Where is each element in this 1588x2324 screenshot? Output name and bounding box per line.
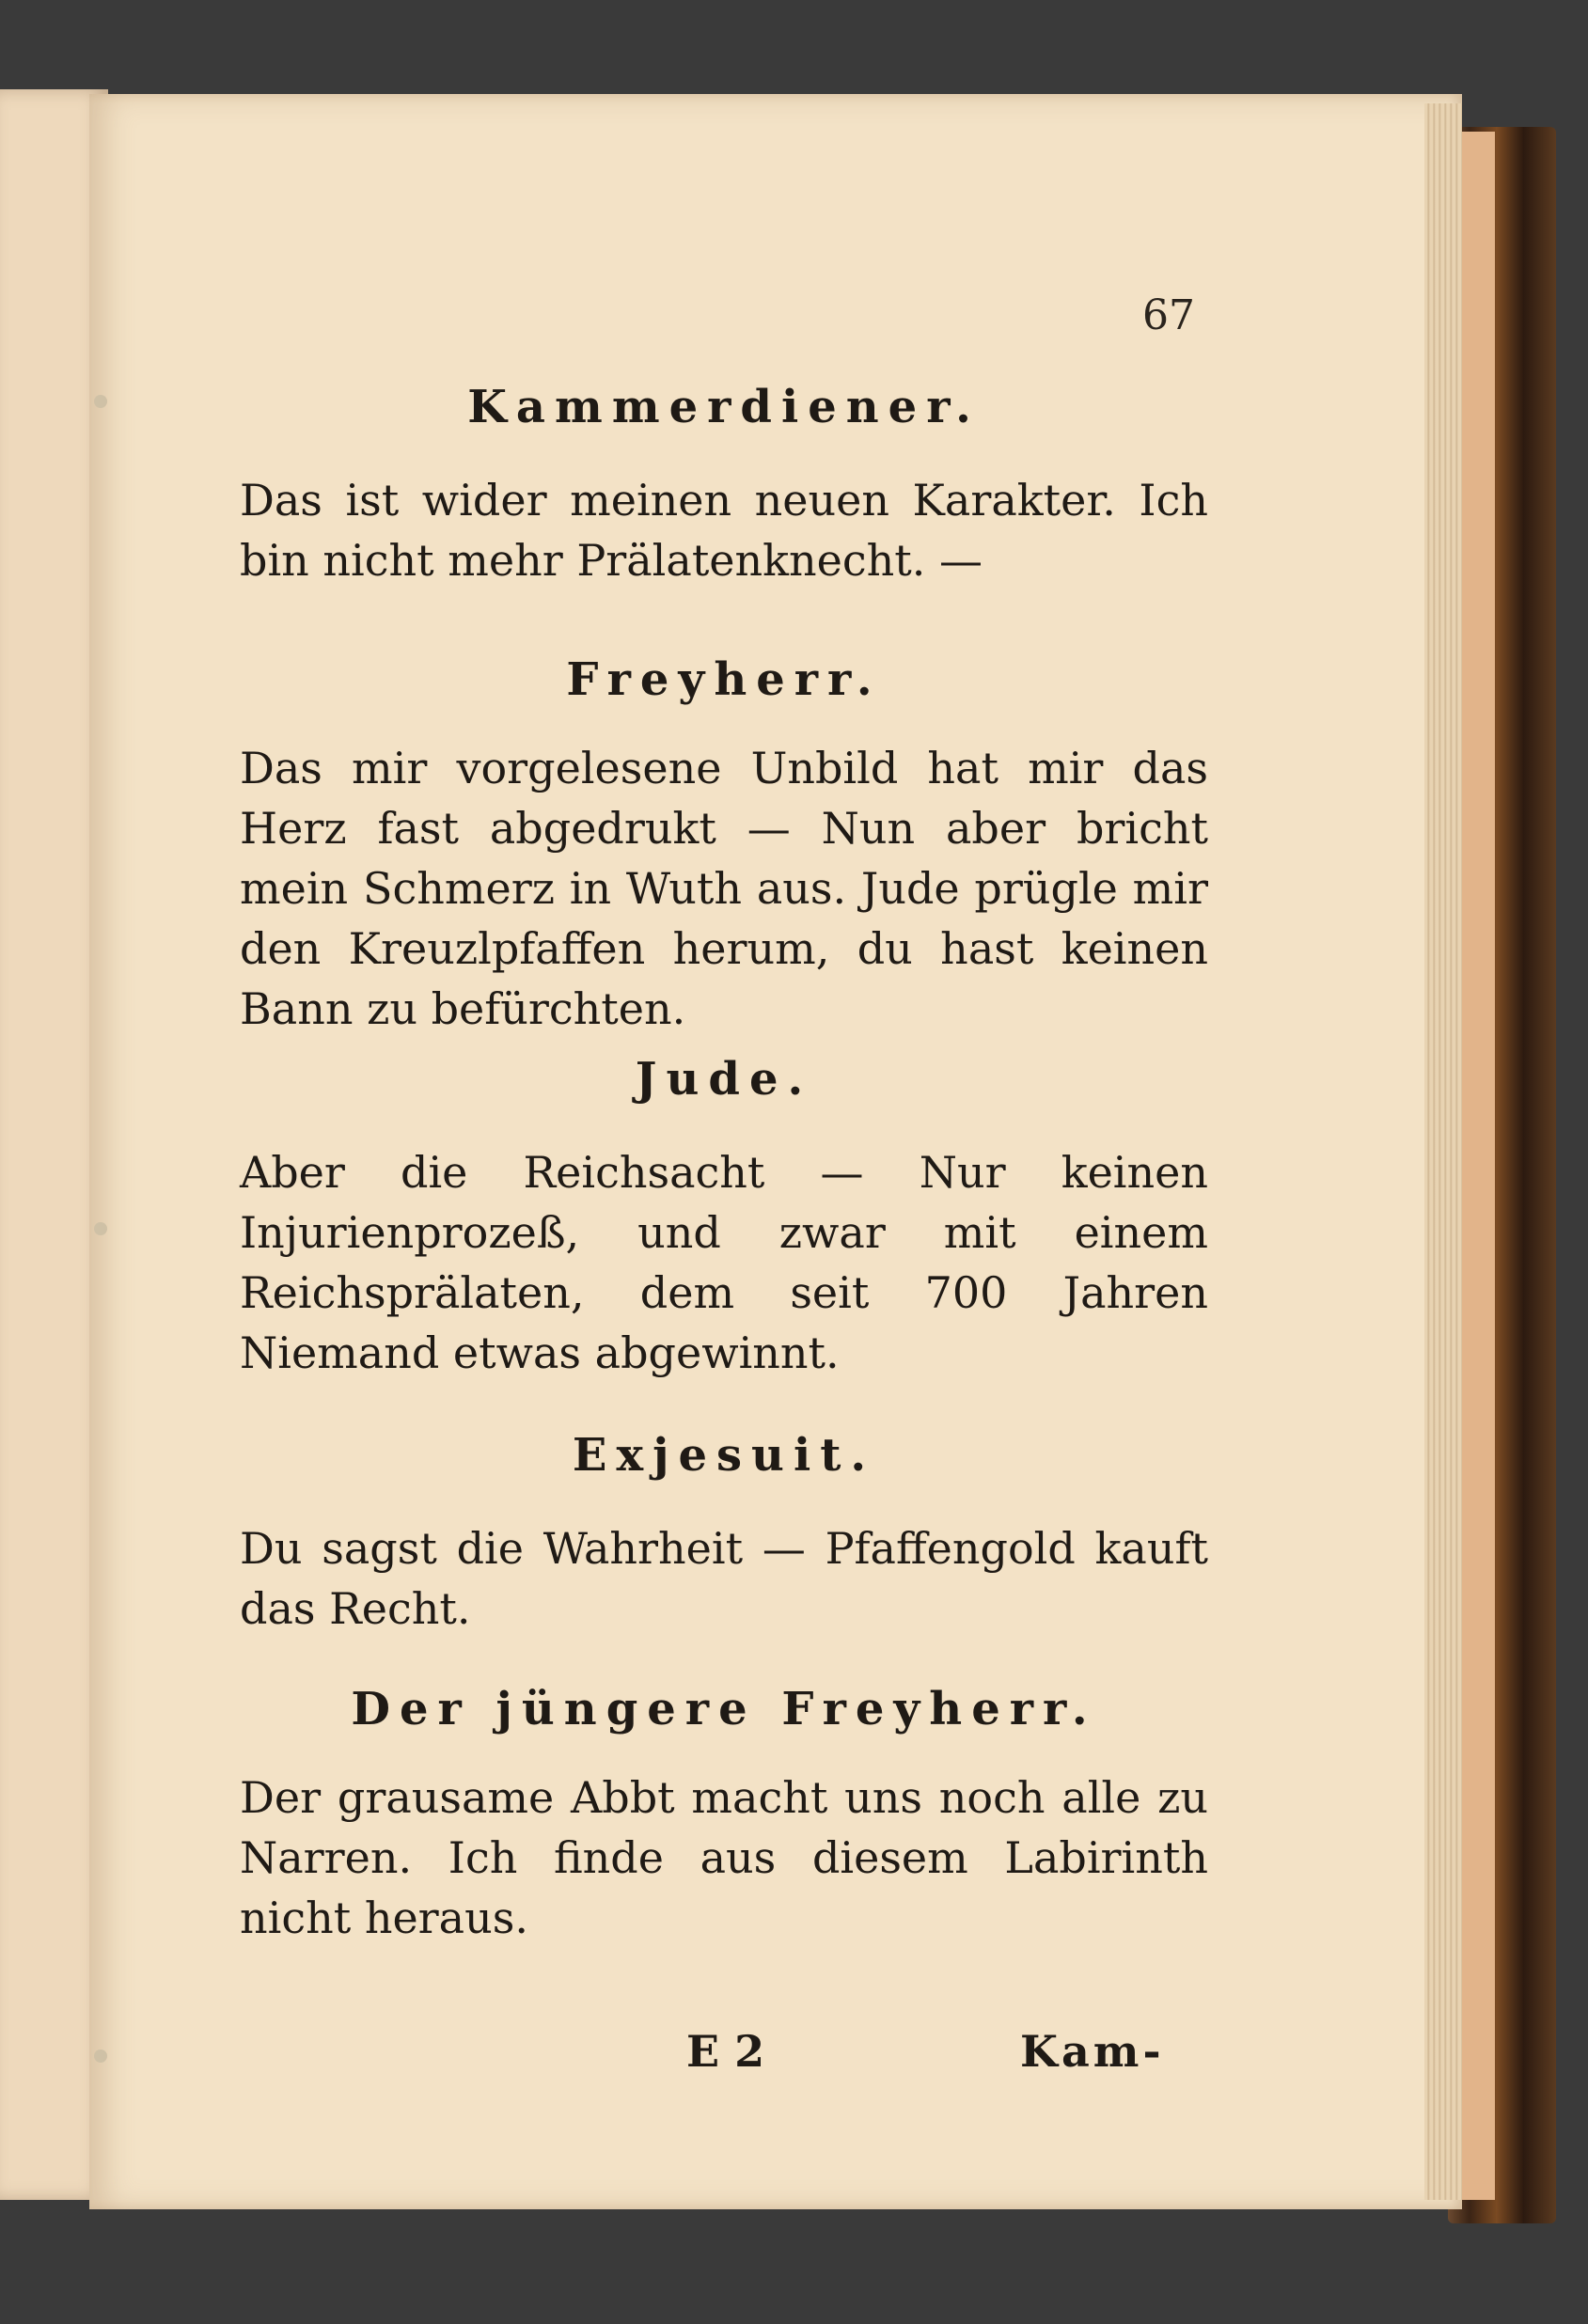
binding-stitch — [94, 1222, 107, 1235]
speech-paragraph: Das ist wider meinen neuen Karakter. Ich bin nicht mehr Prälatenknecht. — — [240, 475, 1208, 586]
speaker-heading: Freyherr. — [566, 653, 882, 706]
binding-stitch — [94, 2049, 107, 2063]
speaker-heading: Der jüngere Freyherr. — [351, 1683, 1097, 1735]
signature-mark: E 2 — [686, 2026, 765, 2077]
speech-paragraph: Aber die Reichsacht — Nur keinen Injurienprozeß, und zwar mit einem Reichsprälaten, dem seit 700 Jahren Niemand etwas abgewinnt. — [240, 1147, 1208, 1378]
catchword: Kam- — [1020, 2026, 1165, 2077]
cover-paper-strip — [1462, 132, 1495, 2200]
binding-stitch — [94, 395, 107, 408]
speaker-heading: Exjesuit. — [572, 1429, 876, 1482]
page-number: 67 — [1142, 291, 1195, 339]
page-stack-edge — [1424, 103, 1462, 2200]
speech-paragraph: Du sagst die Wahrheit — Pfaffengold kauft das Recht. — [240, 1523, 1208, 1634]
speech-paragraph: Das mir vorgelesene Unbild hat mir das Herz fast abgedrukt — Nun aber bricht mein Schmerz in Wuth aus. Jude prügle mir den Kreuzlpfaffen herum, du hast keinen Bann zu befürchten. — [240, 743, 1208, 1034]
speech-paragraph: Der grausame Abbt macht uns noch alle zu Narren. Ich finde aus diesem Labirinth nicht heraus. — [240, 1772, 1208, 1943]
speaker-heading: Kammerdiener. — [467, 381, 981, 433]
speaker-heading: Jude. — [635, 1053, 813, 1106]
